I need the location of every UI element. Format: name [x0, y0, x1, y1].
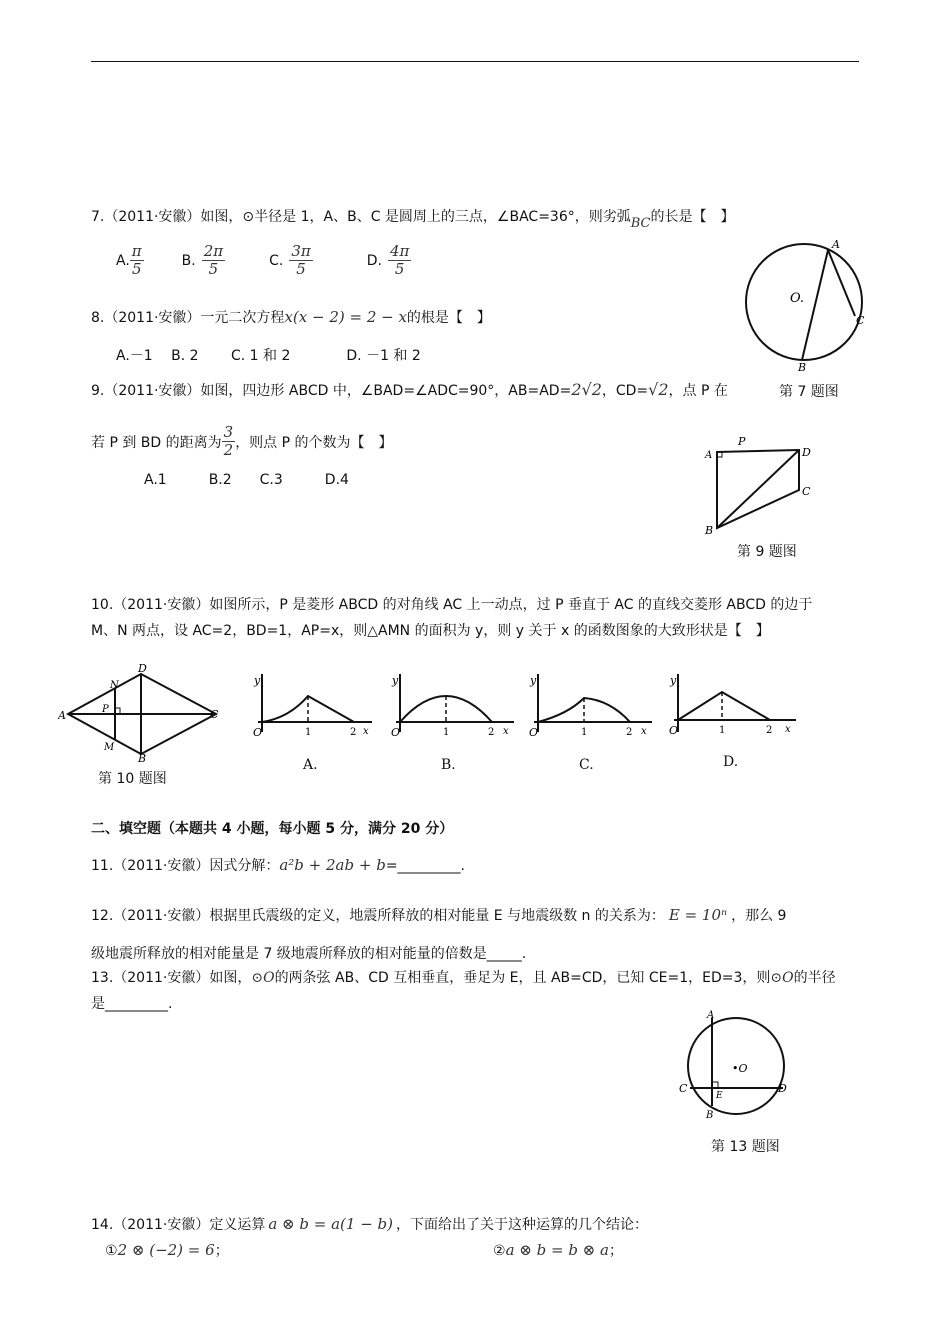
q10-graph-d — [660, 670, 800, 740]
q14-c1-expr: 2 ⊗ (−2) = 6 — [117, 1241, 215, 1259]
q10-graph-c-x: x — [641, 726, 647, 737]
q13-text-mid: 的两条弦 AB、CD 互相垂直，垂足为 E，且 AB=CD，已知 CE=1，ED=3，则 — [274, 970, 771, 986]
q7-option-a: $\frac{\pi}{5}$ — [131, 242, 142, 278]
q10-graph-d-x: x — [785, 724, 791, 735]
q7-label-b: B — [798, 361, 807, 374]
q10-label-n: N — [110, 680, 119, 691]
q10-graph-a-x: x — [363, 726, 369, 737]
q10-graph-d-two: 2 — [766, 725, 773, 736]
q9-options: A.1 B.2 C.3 D.4 — [144, 472, 349, 488]
q10-graph-a-label: A. — [303, 757, 318, 773]
q14-c2-expr: a ⊗ b = b ⊗ a — [505, 1241, 609, 1259]
q9-label-d: D — [802, 446, 811, 459]
q11-expr: a²b + 2ab + b — [279, 856, 386, 874]
q7-option-b-label: B. — [181, 252, 196, 269]
q10-graph-c — [520, 670, 655, 740]
question-9 — [91, 380, 728, 400]
section-2-heading: 二、填空题（本题共 4 小题，每小题 5 分，满分 20 分） — [91, 821, 454, 837]
q7-option-d-label: D. — [366, 252, 382, 269]
question-7 — [91, 206, 735, 231]
q7-label-a: A — [832, 238, 840, 251]
q10-graph-d-label: D. — [723, 754, 739, 770]
q13-label-b: B — [706, 1110, 714, 1121]
q8-text: 8.（2011·安徽）一元二次方程 — [91, 310, 285, 326]
q12-text-end: ，那么 9 — [731, 908, 787, 924]
q7-option-c-label: C. — [269, 252, 284, 269]
question-8 — [91, 307, 491, 327]
q7-label-c: C — [856, 314, 865, 327]
q10-graph-c-o: O — [529, 726, 539, 739]
q13-text: 13.（2011·安徽）如图， — [91, 970, 252, 986]
q10-figure-caption: 第 10 题图 — [98, 771, 167, 787]
q11-text: 11.（2011·安徽）因式分解： — [91, 858, 280, 874]
q7-option-b: $\frac{2\pi}{5}$ — [203, 242, 224, 278]
q10-label-p: P — [102, 704, 109, 715]
q13-label-a: A — [707, 1010, 715, 1021]
q7-option-d: $\frac{4\pi}{5}$ — [389, 242, 410, 278]
q8-options: A.－1 B. 2 C. 1 和 2 D. －1 和 2 — [116, 348, 421, 364]
q7-text-end: 的长是【 】 — [650, 209, 735, 225]
q7-option-c: $\frac{3\pi}{5}$ — [291, 242, 311, 278]
q7-text: 7.（2011·安徽）如图，⊙半径是 1，A、B、C 是圆周上的三点，∠BAC=36°，则劣弧 — [91, 209, 631, 225]
question-12-line2: 级地震所释放的相对能量是 7 级地震所释放的相对能量的倍数是_____. — [91, 946, 527, 962]
q10-graph-b-one: 1 — [443, 727, 450, 738]
q10-label-b: B — [138, 752, 147, 764]
q13-text-end: 的半径 — [793, 970, 836, 986]
q9-label-c: C — [802, 485, 811, 498]
question-10-line1: 10.（2011·安徽）如图所示，P 是菱形 ABCD 的对角线 AC 上一动点，过 P 垂直于 AC 的直线交菱形 ABCD 的边于 — [91, 597, 813, 613]
q14-c2-number: ② — [493, 1243, 506, 1259]
q12-expr: E = 10ⁿ — [668, 906, 728, 924]
q9-line2 — [91, 424, 393, 459]
q9-text: 9.（2011·安徽）如图，四边形 ABCD 中，∠BAD=∠ADC=90°，AB=AD= — [91, 383, 572, 399]
q14-expr: a ⊗ b = a(1 − b) — [268, 1215, 393, 1233]
q10-graph-b-o: O — [391, 726, 401, 739]
q9-fraction: $\frac{3}{2}$ — [223, 423, 234, 459]
question-13-line1 — [91, 967, 836, 987]
q13-label-d: D — [778, 1082, 787, 1095]
q8-text-end: 的根是【 】 — [406, 310, 491, 326]
q10-graph-c-y: y — [530, 674, 537, 687]
q9-line2-text: 若 P 到 BD 的距离为 — [91, 434, 222, 451]
q9-text-mid: ，CD= — [601, 383, 649, 399]
q10-graph-a-one: 1 — [305, 727, 312, 738]
q14-c1-sep: ； — [214, 1243, 229, 1259]
q10-graph-d-o: O — [669, 724, 679, 737]
q10-graph-a — [244, 670, 374, 740]
question-14 — [91, 1214, 648, 1234]
q9-cd: √2 — [648, 380, 669, 399]
q10-graph-b-label: B. — [441, 757, 456, 773]
q10-graph-b-x: x — [503, 726, 509, 737]
q12-text: 12.（2011·安徽）根据里氏震级的定义，地震所释放的相对能量 E 与地震级数 n 的关系为： — [91, 908, 665, 924]
question-13-line2: 是_________. — [91, 996, 173, 1012]
q14-c1-number: ① — [105, 1243, 118, 1259]
q13-label-o: •O — [732, 1062, 748, 1075]
q10-graph-c-one: 1 — [581, 727, 588, 738]
q14-c2-sep: ； — [608, 1243, 623, 1259]
question-11 — [91, 855, 465, 875]
q10-label-d: D — [138, 664, 147, 675]
q10-graph-a-two: 2 — [350, 727, 357, 738]
question-12-line1 — [91, 905, 786, 925]
q8-equation: x(x − 2) = 2 − x — [284, 308, 407, 326]
header-rule — [91, 61, 859, 62]
q7-label-o: O. — [790, 291, 805, 306]
q13-circle-b: ⊙O — [770, 970, 794, 986]
q10-graph-a-y: y — [254, 674, 261, 687]
q13-figure — [676, 1008, 796, 1128]
q10-graph-d-one: 1 — [719, 725, 726, 736]
q11-blank: =_________. — [385, 858, 465, 874]
q13-figure-caption: 第 13 题图 — [711, 1139, 780, 1155]
q14-text: 14.（2011·安徽）定义运算 — [91, 1217, 266, 1233]
q10-graph-c-two: 2 — [626, 727, 633, 738]
q7-option-a-label: A. — [116, 252, 130, 269]
q7-arc: BC — [630, 216, 651, 231]
q9-label-a: A — [705, 450, 713, 461]
q10-graph-c-label: C. — [579, 757, 594, 773]
q9-ab: 2√2 — [571, 380, 602, 399]
q10-graph-d-y: y — [670, 674, 677, 687]
q7-options — [116, 243, 411, 278]
q9-label-b: B — [705, 524, 714, 537]
q7-figure — [742, 234, 872, 374]
q14-text-end: ，下面给出了关于这种运算的几个结论： — [396, 1217, 648, 1233]
q10-label-m: M — [104, 742, 115, 753]
q13-circle-a: ⊙O — [251, 970, 275, 986]
q9-text-end: ，点 P 在 — [668, 383, 728, 399]
q10-label-c: C — [210, 708, 219, 721]
q10-graph-b-y: y — [392, 674, 399, 687]
q9-line2-end: ，则点 P 的个数为【 】 — [235, 434, 393, 451]
q10-graph-b-two: 2 — [488, 727, 495, 738]
q9-label-p: P — [738, 435, 746, 448]
q13-label-c: C — [679, 1082, 688, 1095]
q13-label-e: E — [716, 1091, 723, 1101]
q10-figure — [58, 664, 228, 764]
q9-figure — [700, 430, 820, 540]
q7-figure-caption: 第 7 题图 — [779, 384, 839, 400]
q14-conclusion-2 — [493, 1240, 623, 1260]
q9-figure-caption: 第 9 题图 — [737, 544, 797, 560]
q10-graph-b — [382, 670, 517, 740]
q14-conclusion-1 — [105, 1240, 229, 1260]
q10-graph-a-o: O — [253, 726, 263, 739]
q10-label-a: A — [58, 709, 66, 722]
question-10-line2: M、N 两点，设 AC=2，BD=1，AP=x，则△AMN 的面积为 y，则 y 关于 x 的函数图象的大致形状是【 】 — [91, 623, 770, 639]
